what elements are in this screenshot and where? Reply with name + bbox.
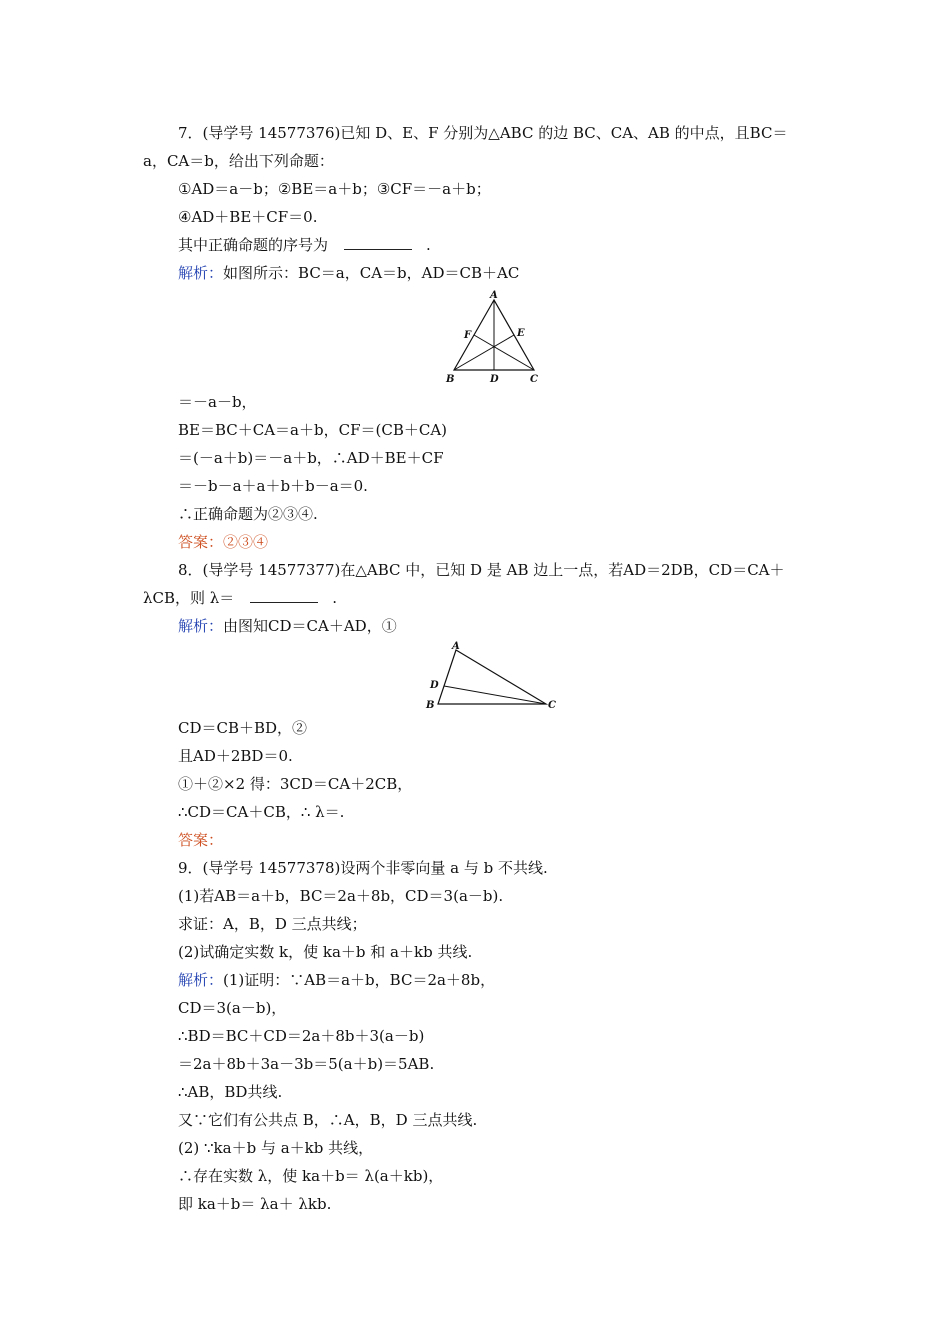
q7-line-1: 7．(导学号 14577376)已知 D、E、F 分别为△ABC 的边 BC、CA、AB 的中点，且BC＝	[178, 124, 788, 142]
s8-line-5: ∴CD＝CA＋CB，∴ λ＝.	[178, 803, 345, 821]
triangle-figure-medians	[440, 290, 550, 388]
s8-line-4: ①＋②×2 得：3CD＝CA＋2CB，	[178, 775, 413, 793]
s9-line-1	[178, 970, 495, 990]
fig1-label-b: B	[446, 374, 455, 385]
fig1-label-f: F	[464, 330, 472, 341]
q7-line-5	[178, 235, 431, 255]
s9-line-7: (2) ∵ka＋b 与 a＋kb 共线，	[178, 1139, 374, 1157]
solution-label: 解析：	[178, 971, 224, 989]
s9-text-1: (1)证明：∵AB＝a＋b，BC＝2a＋8b，	[223, 971, 496, 989]
s9-line-3: ∴BD＝BC＋CD＝2a＋8b＋3(a－b)	[178, 1027, 425, 1045]
s7-line-1	[178, 263, 519, 283]
s9-line-8: ∴存在实数 λ，使 ka＋b＝ λ(a＋kb)，	[178, 1167, 444, 1185]
s9-line-2: CD＝3(a－b)，	[178, 999, 287, 1017]
answer-blank	[250, 588, 318, 603]
q7-line-4: ④AD＋BE＋CF＝0.	[178, 208, 318, 226]
s9-line-4: ＝2a＋8b＋3a－3b＝5(a＋b)＝5AB.	[178, 1055, 435, 1073]
answer-label: 答案：	[178, 533, 224, 551]
a7-value: ②③④	[223, 533, 269, 551]
fig1-label-c: C	[530, 374, 538, 385]
s8-line-3: 且AD＋2BD＝0.	[178, 747, 293, 765]
a8-line	[178, 830, 223, 850]
fig2-label-c: C	[548, 700, 556, 711]
s7-line-2: ＝－a－b，	[178, 393, 257, 411]
q9-line-1: 9．(导学号 14577378)设两个非零向量 a 与 b 不共线.	[178, 859, 548, 877]
s9-line-9: 即 ka＋b＝ λa＋ λkb.	[178, 1195, 332, 1213]
q8-line-2	[143, 588, 337, 608]
s8-text-1: 由图知CD＝CA＋AD，①	[223, 617, 397, 635]
q7-line-3: ①AD＝a－b；②BE＝a＋b；③CF＝－a＋b；	[178, 180, 491, 198]
s9-line-6: 又∵它们有公共点 B，∴A，B，D 三点共线.	[178, 1111, 478, 1129]
q8-prompt: λCB，则 λ＝	[143, 589, 235, 607]
s7-line-6: ∴正确命题为②③④.	[178, 505, 318, 523]
a7-line	[178, 532, 268, 552]
fig2-label-d: D	[430, 680, 439, 691]
s7-line-3: BE＝BC＋CA＝a＋b，CF＝(CB＋CA)	[178, 421, 448, 439]
s9-line-5: ∴AB，BD共线.	[178, 1083, 283, 1101]
answer-blank	[344, 235, 412, 250]
fig1-label-e: E	[517, 328, 525, 339]
fig1-label-a: A	[490, 290, 498, 301]
q8-line-1: 8．(导学号 14577377)在△ABC 中，已知 D 是 AB 边上一点，若AD＝2DB，CD＝CA＋	[178, 561, 785, 579]
q9-line-4: (2)试确定实数 k，使 ka＋b 和 a＋kb 共线.	[178, 943, 473, 961]
answer-label: 答案：	[178, 831, 224, 849]
s7-line-4: ＝(－a＋b)＝－a＋b，∴AD＋BE＋CF	[178, 449, 444, 467]
q7-period: .	[426, 236, 431, 254]
q7-line-2: a，CA＝b，给出下列命题：	[143, 152, 334, 170]
s8-line-1	[178, 616, 397, 636]
q9-line-2: (1)若AB＝a＋b，BC＝2a＋8b，CD＝3(a－b).	[178, 887, 504, 905]
q8-period: .	[332, 589, 338, 607]
q9-line-3: 求证：A，B，D 三点共线；	[178, 915, 367, 933]
solution-label: 解析：	[178, 617, 224, 635]
fig1-label-d: D	[490, 374, 499, 385]
s8-line-2: CD＝CB＋BD，②	[178, 719, 308, 737]
s7-text-1: 如图所示：BC＝a，CA＝b，AD＝CB＋AC	[223, 264, 520, 282]
s7-line-5: ＝－b－a＋a＋b＋b－a＝0.	[178, 477, 368, 495]
fig2-label-a: A	[452, 641, 460, 652]
triangle-figure-point-d	[424, 640, 564, 714]
solution-label: 解析：	[178, 264, 224, 282]
fig2-label-b: B	[426, 700, 435, 711]
q7-prompt: 其中正确命题的序号为	[178, 236, 329, 254]
